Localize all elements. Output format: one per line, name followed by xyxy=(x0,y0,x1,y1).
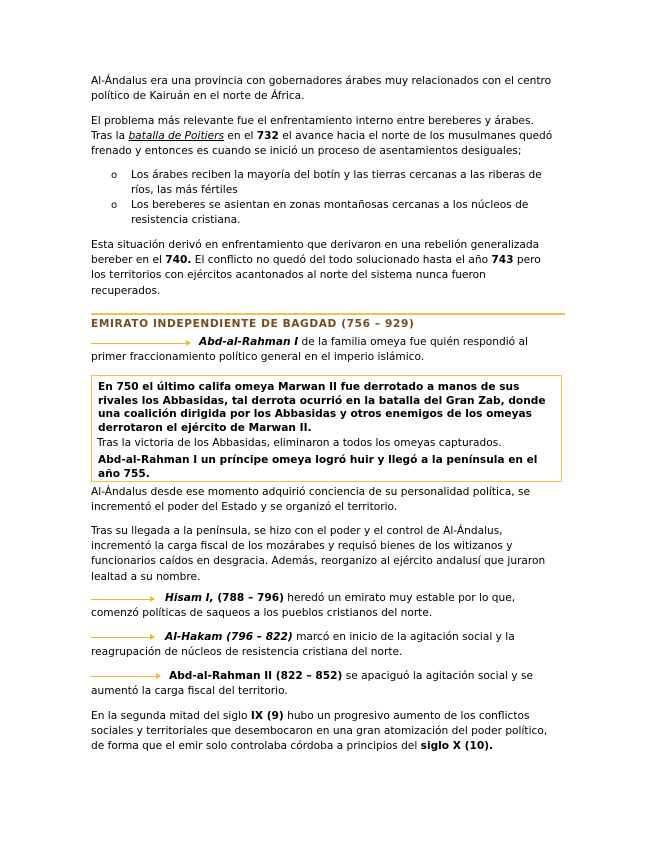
year-743: 743 xyxy=(491,254,514,267)
hisam-line-2: comenzó políticas de saqueos a los pueblos cristianos del norte. xyxy=(91,607,433,619)
abd2-line-2: aumentó la carga fiscal del territorio. xyxy=(91,685,288,697)
poitiers-link[interactable]: batalla de Poitiers xyxy=(128,130,224,143)
consciousness-paragraph xyxy=(91,485,571,515)
arrival-paragraph xyxy=(91,524,571,585)
list-item xyxy=(131,168,551,198)
ninth-century-paragraph xyxy=(91,709,571,755)
abd1-line-2: primer fraccionamiento político general en el imperio islámico. xyxy=(91,351,425,363)
box-bold-line: rivales los Abbasidas, tal derrota ocurrió en la batalla del Gran Zab, donde xyxy=(98,394,546,407)
arrow-icon xyxy=(91,676,159,677)
hakam-name: Al-Hakam (796 – 822) xyxy=(165,631,293,643)
bullet-marker: o xyxy=(111,200,118,211)
box-bold-line: derrotaron el ejército de Marwan II. xyxy=(98,421,312,434)
consciousness-line-2: incrementó el poder del Estado y se organizó el territorio. xyxy=(91,501,398,514)
hakam-line-1 xyxy=(165,630,515,645)
abd-al-rahman-i-name: Abd-al-Rahman I xyxy=(199,336,299,348)
ninth-l1-post: hubo un progresivo aumento de los conflictos xyxy=(283,710,530,722)
intro-text: Al-Ándalus era una provincia con gobernadores árabes muy relacionados con el centro político de Kairuán en el norte de África. xyxy=(91,75,552,103)
section-heading: EMIRATO INDEPENDIENTE DE BAGDAD (756 – 929) xyxy=(91,318,415,330)
consciousness-line-1: Al-Ándalus desde ese momento adquirió conciencia de su personalidad política, se xyxy=(91,486,531,498)
abd2-line-1 xyxy=(169,669,533,684)
rebellion-line-4: recuperados. xyxy=(91,284,161,297)
arrow-icon xyxy=(91,637,153,638)
abd-al-rahman-ii-name: Abd-al-Rahman II (822 – 852) xyxy=(169,670,343,682)
ninth-l1-pre: En la segunda mitad del siglo xyxy=(91,710,251,722)
bullet-marker: o xyxy=(111,170,118,181)
abd1-line-1 xyxy=(199,335,528,350)
list-item-line-2: resistencia cristiana. xyxy=(131,214,241,227)
rebellion-paragraph xyxy=(91,238,571,299)
box-bold-line: año 755. xyxy=(98,467,150,480)
list-item-line-1: Los árabes reciben la mayoría del botín y las tierras cercanas a las riberas de xyxy=(131,169,542,181)
year-732: 732 xyxy=(256,130,279,143)
conflict-paragraph xyxy=(91,114,571,160)
century-ix: IX (9) xyxy=(250,710,284,722)
list-item xyxy=(131,198,551,228)
box-bold-line: En 750 el último califa omeya Marwan II fue derrotado a manos de sus xyxy=(98,381,520,393)
ninth-l3-pre: de forma que el emir solo controlaba córdoba a principios del xyxy=(91,740,421,753)
box-bold-line: una coalición dirigida por los Abbasidas y otros enemigos de los omeyas xyxy=(98,408,532,420)
highlight-box xyxy=(91,375,562,482)
hakam-rest: marcó en inicio de la agitación social y la xyxy=(292,631,515,643)
rebellion-line-1: Esta situación derivó en enfrentamiento que derivaron en una rebelión generalizada xyxy=(91,239,540,251)
year-740: 740. xyxy=(165,254,192,267)
list-item-line-1: Los bereberes se asientan en zonas montañosas cercanas a los núcleos de xyxy=(131,199,529,211)
arrow-icon xyxy=(91,599,153,600)
hisam-dates: (788 – 796) xyxy=(213,592,284,604)
arrow-icon xyxy=(91,343,189,344)
abd2-rest: se apaciguó la agitación social y se xyxy=(342,670,534,682)
conflict-post: el avance hacia el norte de los musulmanes quedó xyxy=(278,130,553,143)
hisam-name: Hisam I, xyxy=(165,592,214,604)
century-x: siglo X (10). xyxy=(420,740,494,753)
arrival-line-1: Tras su llegada a la península, se hizo con el poder y el control de Al-Ándalus, xyxy=(91,525,503,537)
ninth-line-2: sociales y territoriales que desembocaron en una gran atomización del poder político, xyxy=(91,725,548,738)
rebellion-l2-mid: El conflicto no quedó del todo solucionado hasta el año xyxy=(191,254,492,267)
conflict-mid: en el xyxy=(223,130,257,143)
box-bold-line: Abd-al-Rahman I un príncipe omeya logró huir y llegó a la península en el xyxy=(98,454,538,466)
hisam-line-1 xyxy=(165,591,515,606)
intro-paragraph xyxy=(91,74,571,104)
list-item-line-2: ríos, las más fértiles xyxy=(131,184,238,197)
hisam-rest: heredó un emirato muy estable por lo que, xyxy=(283,592,516,604)
rebellion-l2-pre: bereber en el xyxy=(91,254,166,267)
arrival-line-3: funcionarios caídos en desgracia. Además, reorganizo al ejército andalusí que juraron xyxy=(91,555,546,568)
conflict-line-1: El problema más relevante fue el enfrentamiento interno entre bereberes y árabes. xyxy=(91,115,534,127)
abd1-rest: de la familia omeya fue quién respondió al xyxy=(298,336,528,348)
rebellion-line-3: los territorios con ejércitos acantonados al norte del sistema nunca fueron xyxy=(91,269,486,282)
section-divider xyxy=(91,313,565,315)
arrival-line-2: incrementó la carga fiscal de los mozárabes y requisó bienes de los witizanos y xyxy=(91,540,513,553)
conflict-line-3: frenado y entonces es cuando se inició un proceso de asentamientos desiguales; xyxy=(91,145,522,158)
rebellion-l2-post: pero xyxy=(513,254,541,267)
hakam-line-2: reagrupación de núcleos de resistencia cristiana del norte. xyxy=(91,646,403,658)
box-normal-line: Tras la victoria de los Abbasidas, eliminaron a todos los omeyas capturados. xyxy=(97,437,502,449)
conflict-pre-link: Tras la xyxy=(91,130,129,143)
arrival-line-4: lealtad a su nombre. xyxy=(91,570,201,583)
